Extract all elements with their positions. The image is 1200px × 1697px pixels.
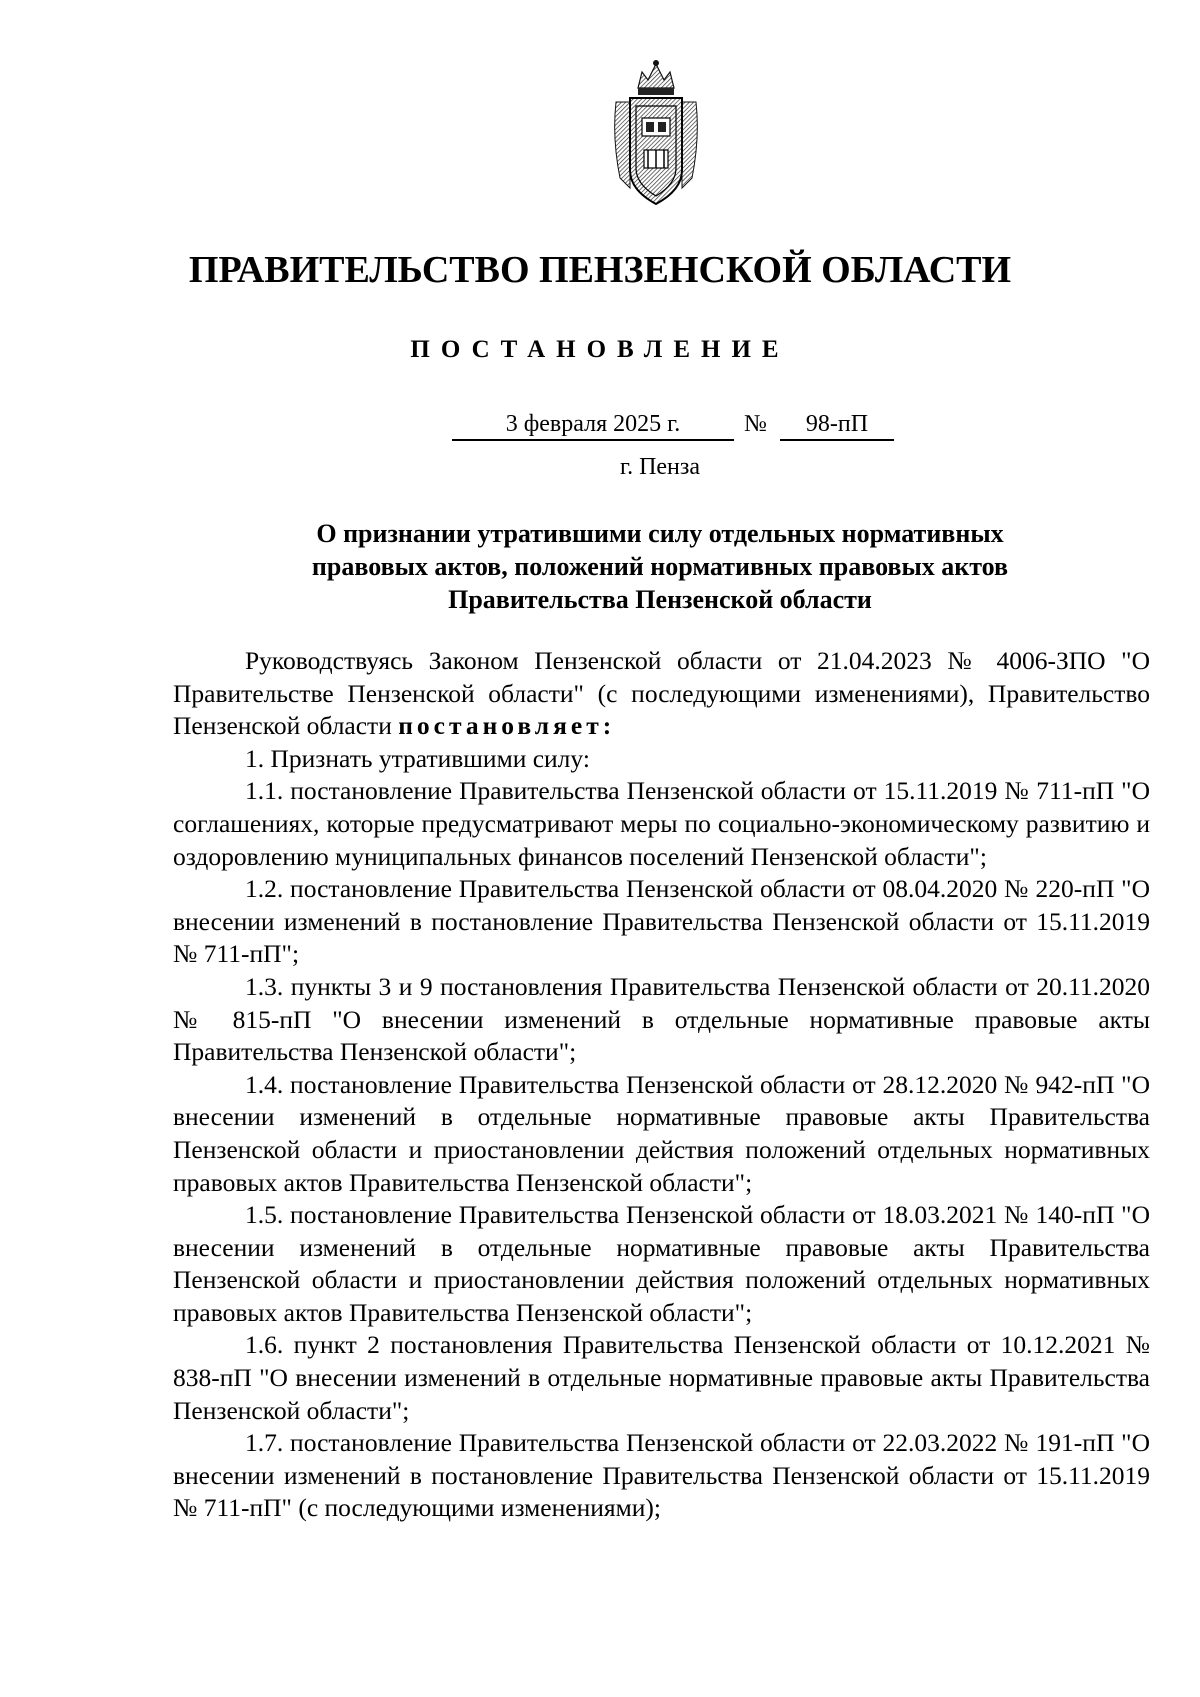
intro-text: Руководствуясь Законом Пензенской области от 21.04.2023 № 4006-ЗПО "О Правительстве Пензенской области" (с последующими изменениями), Правительство Пензенской области [173, 646, 1150, 741]
coat-of-arms-emblem [610, 58, 702, 208]
document-city: г. Пенза [619, 454, 701, 480]
title-line-2: правовых актов, положений нормативных правовых актов [311, 552, 1009, 581]
title-line-1: О признании утратившими силу отдельных нормативных [316, 519, 1004, 548]
clause-1-2: 1.2. постановление Правительства Пензенской области от 08.04.2020 № 220-пП "О внесении изменений в постановление Правительства Пензенской области от 15.11.2019 № 711-пП"; [173, 874, 1150, 969]
intro-verb: постановляет: [398, 711, 616, 741]
number-sign: № [744, 411, 767, 437]
document-body [173, 645, 1150, 1525]
title-line-3: Правительства Пензенской области [448, 585, 872, 614]
clause-1-6: 1.6. пункт 2 постановления Правительства Пензенской области от 10.12.2021 № 838-пП "О внесении изменений в отдельные нормативные правовые акты Правительства Пензенской области"; [173, 1330, 1150, 1425]
clause-1: 1. Признать утратившими силу: [245, 743, 590, 773]
clause-1-7: 1.7. постановление Правительства Пензенской области от 22.03.2022 № 191-пП "О внесении изменений в постановление Правительства Пензенской области от 15.11.2019 № 711-пП" (с последующими изменениями); [173, 1428, 1150, 1523]
intro-paragraph [173, 645, 1150, 743]
document-number: 98-пП [780, 409, 894, 441]
clause-1-5: 1.5. постановление Правительства Пензенской области от 18.03.2021 № 140-пП "О внесении изменений в отдельные нормативные правовые акты Правительства Пензенской области и приостановлении действия положений отдельных нормативных правовых актов Правительства Пензенской области"; [173, 1200, 1150, 1327]
clause-1-3: 1.3. пункты 3 и 9 постановления Правительства Пензенской области от 20.11.2020 № 815-пП "О внесении изменений в отдельные нормативные правовые акты Правительства Пензенской области"; [173, 971, 1150, 1067]
clause-1-1: 1.1. постановление Правительства Пензенской области от 15.11.2019 № 711-пП "О соглашениях, которые предусматривают меры по социально-экономическому развитию и оздоровлению муниципальных финансов поселений Пензенской области"; [173, 776, 1150, 871]
document-title [220, 517, 1100, 616]
organization-name: ПРАВИТЕЛЬСТВО ПЕНЗЕНСКОЙ ОБЛАСТИ [188, 249, 1012, 291]
document-date: 3 февраля 2025 г. [452, 409, 734, 441]
clause-1-4: 1.4. постановление Правительства Пензенской области от 28.12.2020 № 942-пП "О внесении изменений в отдельные нормативные правовые акты Правительства Пензенской области и приостановлении действия положений отдельных нормативных правовых актов Правительства Пензенской области"; [173, 1069, 1150, 1197]
document-type: ПОСТАНОВЛЕНИЕ [410, 336, 790, 363]
